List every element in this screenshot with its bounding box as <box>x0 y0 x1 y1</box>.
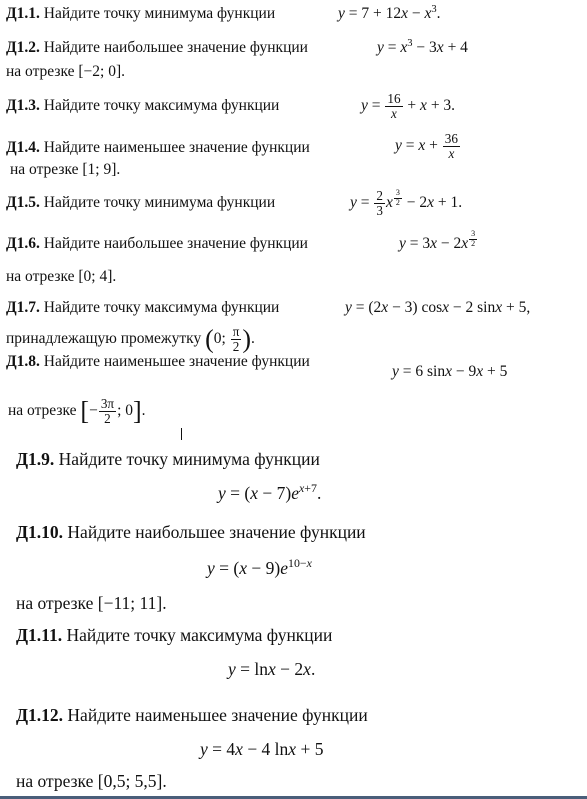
problem-number: Д1.5. <box>6 194 40 211</box>
formula-1: $y = 7 + 12x - x^3$. <box>338 3 441 22</box>
problem-text: Найдите точку минимума функции <box>58 449 320 469</box>
problem-number: Д1.1. <box>6 5 40 22</box>
problem-5 <box>6 193 275 213</box>
problem-10 <box>16 521 366 543</box>
problem-1 <box>6 4 275 24</box>
formula-4: y = x + $\frac{36}{x}$ <box>395 131 458 161</box>
problem-text: Найдите точку минимума функции <box>43 5 276 22</box>
problem-text: Найдите точку максимума функции <box>43 97 280 114</box>
formula-11: y = lnx − 2x. <box>228 659 316 679</box>
formula-3: y = $\frac{16}{x}$ + x + 3. <box>361 91 456 121</box>
formula-2: $y = x^3 - 3x + 4$ <box>377 37 468 56</box>
problem-6 <box>6 234 308 254</box>
problem-text: Найдите точку максимума функции <box>66 625 333 645</box>
problem-4-range: на отрезке [1; 9]. <box>10 161 121 178</box>
formula-7: y = (2x − 3) cosx − 2 sinx + 5, <box>345 299 531 316</box>
problem-text: Найдите точку максимума функции <box>43 299 280 316</box>
problem-3 <box>6 96 279 116</box>
problem-8-range: на отрезке [− $\frac{3\pi}{2}$ ; 0]. <box>8 396 146 426</box>
formula-6: y = 3x − 2x $^{\frac{3}{2}}$ <box>399 229 476 252</box>
problem-text: Найдите наименьшее значение функции <box>67 705 368 725</box>
problem-number: Д1.4. <box>6 139 40 156</box>
problem-9 <box>16 448 320 470</box>
range-text: на отрезке <box>8 402 77 419</box>
problem-4 <box>6 138 310 158</box>
problem-6-range: на отрезке [0; 4]. <box>6 268 117 285</box>
problem-text: Найдите наибольшее значение функции <box>67 522 366 542</box>
problem-12-range: на отрезке [0,5; 5,5]. <box>16 771 167 791</box>
problem-number: Д1.6. <box>6 235 40 252</box>
text-cursor <box>181 428 182 440</box>
formula-9: $y = (x - 7)e^{x+7}$. <box>218 481 322 503</box>
problem-2 <box>6 38 308 58</box>
problem-text: Найдите наибольшее значение функции <box>43 235 308 252</box>
problem-7 <box>6 298 279 318</box>
problem-number: Д1.7. <box>6 299 40 316</box>
formula-8: y = 6 sinx − 9x + 5 <box>392 363 508 380</box>
problem-text: Найдите наименьшее значение функции <box>43 139 310 156</box>
problem-number: Д1.8. <box>6 353 40 370</box>
problem-number: Д1.10. <box>16 522 64 542</box>
problem-12 <box>16 704 368 726</box>
range-text: принадлежащую промежутку <box>6 330 202 347</box>
problem-number: Д1.12. <box>16 705 64 725</box>
problem-11 <box>16 624 332 646</box>
problem-number: Д1.3. <box>6 97 40 114</box>
problem-text: Найдите наименьшее значение функции <box>43 353 310 370</box>
problem-text: Найдите точку минимума функции <box>43 194 276 211</box>
formula-12: y = 4x − 4 lnx + 5 <box>200 739 324 759</box>
problem-text: Найдите наибольшее значение функции <box>43 39 308 56</box>
formula-5: y = $\frac{2}{3}$ x $^{\frac{3}{2}}$ − 2x + 1. <box>350 188 463 218</box>
problem-10-range: на отрезке [−11; 11]. <box>16 593 167 613</box>
formula-10: $y = (x - 9)e^{10-x}$ <box>207 556 312 578</box>
problem-7-range: принадлежащую промежутку (0; $\frac{\pi}{2}$ ). <box>6 324 255 354</box>
problem-number: Д1.2. <box>6 39 40 56</box>
problem-number: Д1.9. <box>16 449 55 469</box>
problem-8 <box>6 352 310 372</box>
problem-number: Д1.11. <box>16 625 63 645</box>
problem-2-range: на отрезке [−2; 0]. <box>6 63 126 80</box>
